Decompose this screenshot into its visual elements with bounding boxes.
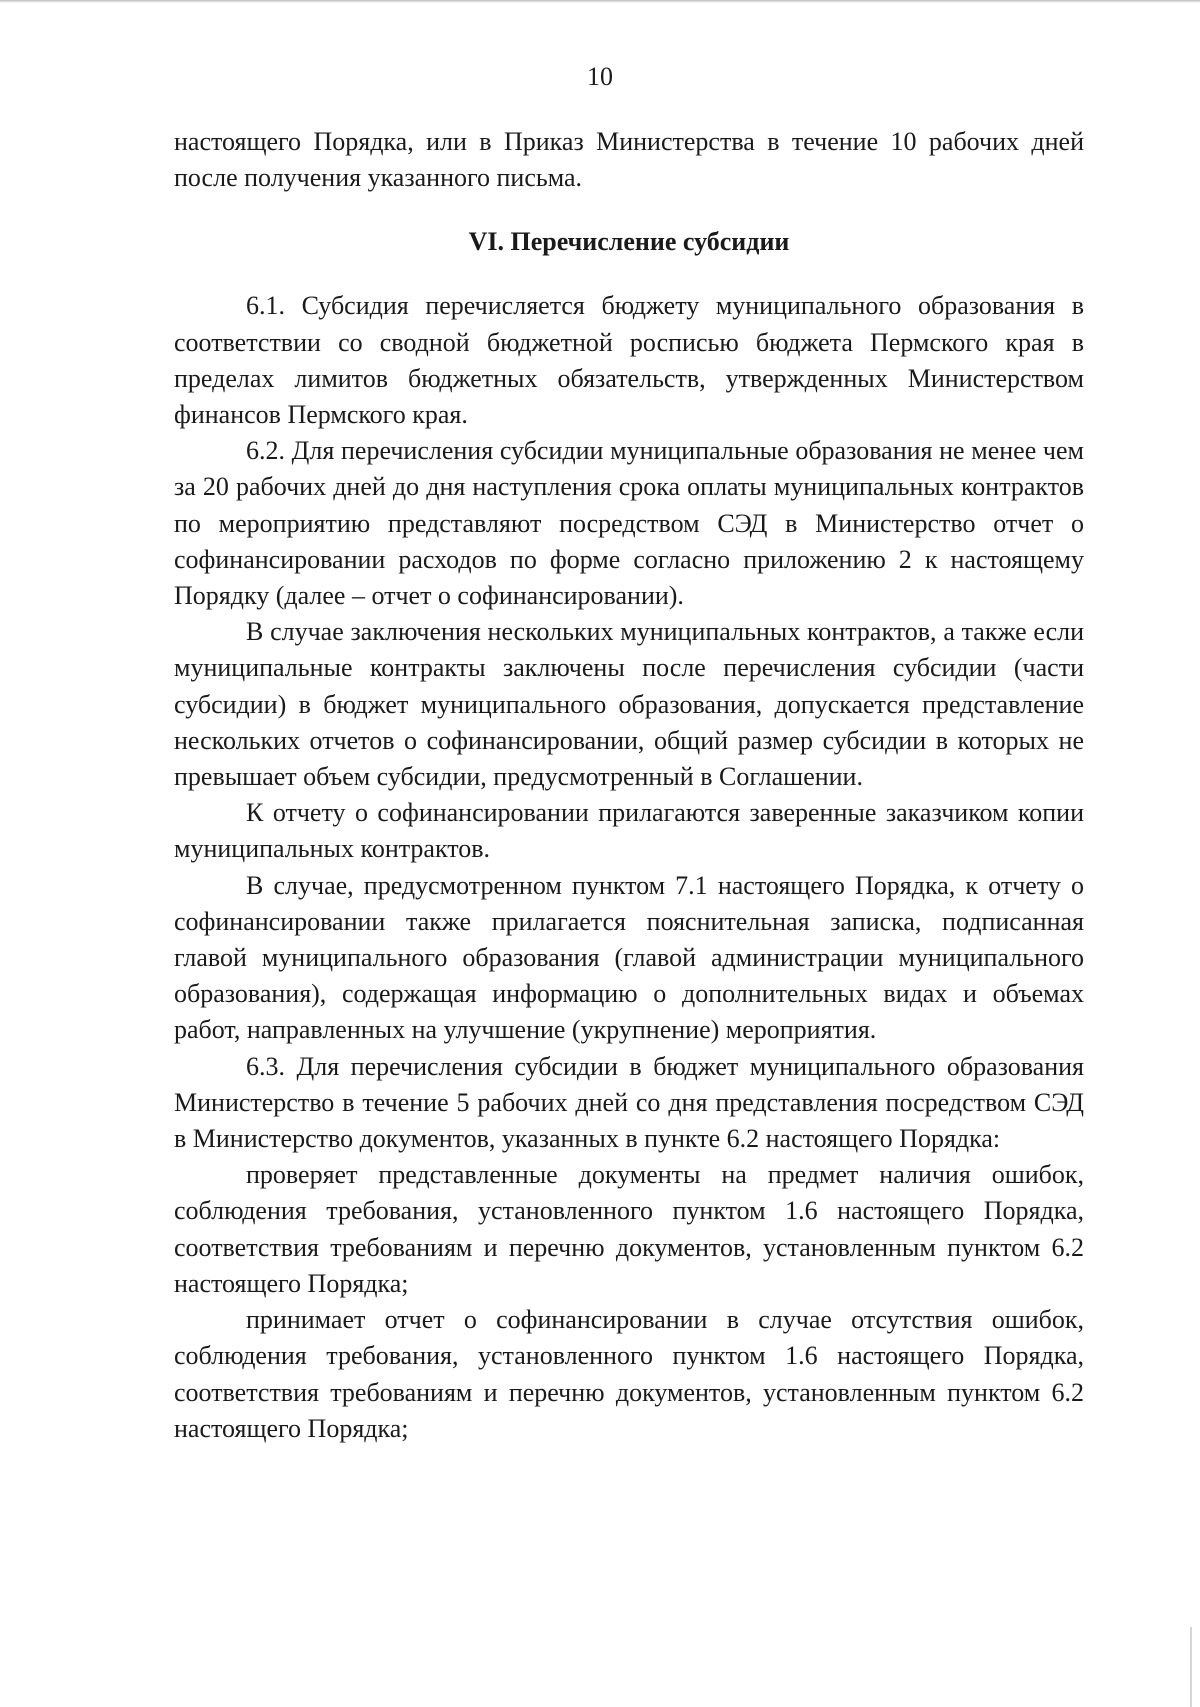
intro-paragraph: настоящего Порядка, или в Приказ Министерства в течение 10 рабочих дней после получения указанного письма.: [174, 127, 1084, 193]
paragraph-explanatory-note: В случае, предусмотренном пунктом 7.1 настоящего Порядка, к отчету о софинансировании также прилагается пояснительная записка, подписанная главой муниципального образования (главой администрации муниципального образования), содержащая информацию о дополнительных видах и объемах работ, направленных на улучшение (укрупнение) мероприятия.: [174, 870, 1084, 1045]
paragraph-multiple-contracts: В случае заключения нескольких муниципальных контрактов, а также если муниципальные контракты заключены после перечисления субсидии (части субсидии) в бюджет муниципального образования, допускается представление нескольких отчетов о софинансировании, общий размер субсидии в которых не превышает объем субсидии, предусмотренный в Соглашении.: [174, 617, 1084, 792]
paragraph-6-2: 6.2. Для перечисления субсидии муниципальные образования не менее чем за 20 рабочих дней до дня наступления срока оплаты муниципальных контрактов по мероприятию представляют посредством СЭД в Министерство отчет о софинансировании расходов по форме согласно приложению 2 к настоящему Порядку (далее – отчет о софинансировании).: [174, 436, 1084, 611]
section-title: VI. Перечисление субсидии: [468, 227, 790, 257]
page-number: 10: [587, 62, 613, 91]
paragraph-contract-copies: К отчету о софинансировании прилагаются заверенные заказчиком копии муниципальных контрактов.: [174, 798, 1084, 864]
paragraph-6-1: 6.1. Субсидия перечисляется бюджету муниципального образования в соответствии со сводной бюджетной росписью бюджета Пермского края в пределах лимитов бюджетных обязательств, утвержденных Министерством финансов Пермского края.: [174, 291, 1084, 430]
document-body: [174, 124, 1084, 1447]
paragraph-accepts-report: принимает отчет о софинансировании в случае отсутствия ошибок, соблюдения требования, установленного пунктом 1.6 настоящего Порядка, соответствия требованиям и перечню документов, установленным пунктом 6.2 настоящего Порядка;: [174, 1305, 1084, 1443]
paragraph-6-3: 6.3. Для перечисления субсидии в бюджет муниципального образования Министерство в течение 5 рабочих дней со дня представления посредством СЭД в Министерство документов, указанных в пункте 6.2 настоящего Порядка:: [174, 1051, 1084, 1154]
paragraph-checks-documents: проверяет представленные документы на предмет наличия ошибок, соблюдения требования, установленного пунктом 1.6 настоящего Порядка, соответствия требованиям и перечню документов, установленным пунктом 6.2 настоящего Порядка;: [174, 1160, 1084, 1298]
scan-top-edge: [0, 0, 1200, 3]
scan-edge-mark: [1190, 1627, 1192, 1707]
